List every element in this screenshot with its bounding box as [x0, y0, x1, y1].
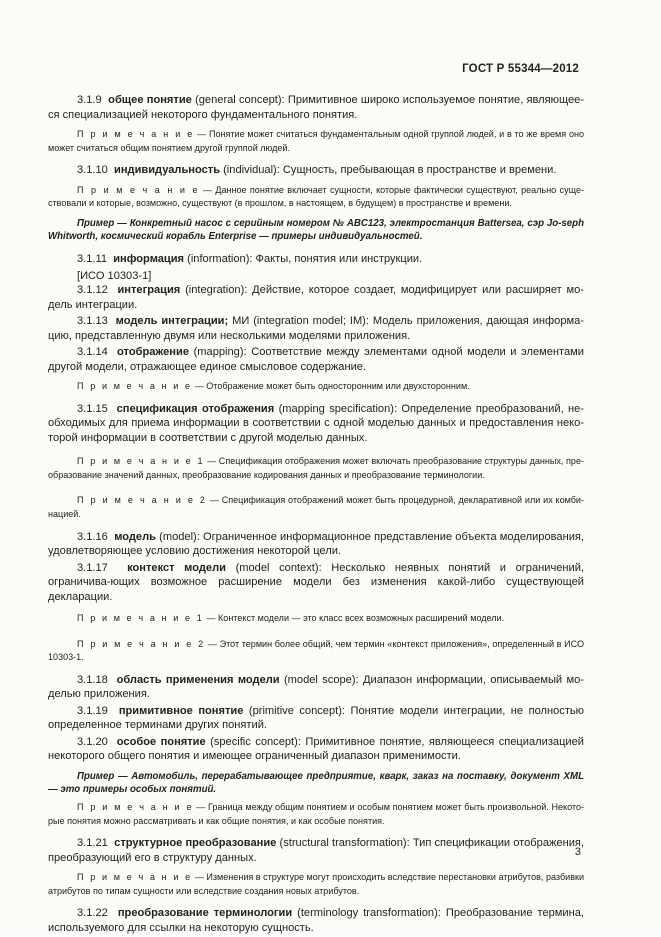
example: Пример — Автомобиль, перерабатывающее предприятие, кварк, заказ на поставку, документ XML — это примеры особых понятий.	[48, 770, 584, 796]
note: П р и м е ч а н и е — Изменения в структуре могут происходить вследствие перестановки атрибутов, разбивки атрибутов по типам сущности или вследствие создания новых атрибутов.	[48, 872, 585, 896]
note: П р и м е ч а н и е — Понятие может считаться фундаментальным одной группой людей, и в то же время оно может считаться общим понятием другой группой людей.	[48, 129, 584, 153]
entry-3-1-10: 3.1.10 индивидуальность (individual): Сущность, пребывающая в пространстве и времени.	[77, 164, 557, 177]
reference: [ИСО 10303-1]	[77, 269, 152, 282]
note: П р и м е ч а н и е 2 — Этот термин более общий, чем термин «контекст приложения», определенный в ИСО 10303-1.	[48, 638, 584, 663]
note: П р и м е ч а н и е — Граница между общим понятием и особым понятием может быть произвольной. Некото-рые понятия можно рассматривать и как общие понятия, и как особые понятия.	[48, 802, 585, 826]
term: индивидуальность	[114, 164, 221, 177]
entry-3-1-13: 3.1.13 модель интеграции; МИ (integration model; IM): Модель приложения, дающая информа-цию, представленную двумя или несколькими моделями приложения.	[48, 315, 584, 342]
term: особое понятие	[116, 735, 206, 748]
note: П р и м е ч а н и е — Отображение может быть односторонним или двухсторонним.	[77, 381, 470, 392]
term: общее понятие	[108, 94, 192, 106]
term: отображение	[117, 346, 189, 359]
term: модель интеграции;	[115, 315, 229, 328]
standard-header: ГОСТ Р 55344—2012	[462, 63, 579, 75]
document-body	[48, 93, 584, 937]
page-number: 3	[574, 846, 581, 858]
entry-3-1-12: 3.1.12 интеграция (integration): Действие, которое создает, модифицирует или расширяет мо-дель интеграции.	[48, 284, 584, 311]
term: структурное преобразование	[114, 837, 277, 850]
entry-3-1-18: 3.1.18 область применения модели (model scope): Диапазон информации, описываемый мо-делью приложения.	[48, 673, 584, 701]
term: информация	[113, 253, 185, 266]
term: примитивное понятие	[118, 704, 244, 717]
term: область применения модели	[116, 673, 280, 686]
entry-3-1-11: 3.1.11 информация (information): Факты, понятия или инструкции.	[77, 253, 423, 266]
term: преобразование терминологии	[117, 907, 293, 920]
term: спецификация отображения	[116, 402, 275, 415]
entry-3-1-22: 3.1.22 преобразование терминологии (terminology transformation): Преобразование термина, используемого для ссылки на некоторую сущность.	[48, 907, 584, 934]
term: интеграция	[117, 284, 181, 297]
term: модель	[114, 530, 156, 543]
entry-3-1-15: 3.1.15 спецификация отображения (mapping specification): Определение преобразований, не-обходимых для приема информации в соответствии с одной моделью данных и предоставления неко-торой информации в соответствии с другой моделью данных.	[48, 402, 584, 444]
note: П р и м е ч а н и е 2 — Спецификация отображений может быть процедурной, декларативной или их комби-нацией.	[48, 495, 584, 519]
example: Пример — Конкретный насос с серийным номером № ABC123, электростанция Battersea, сэр Jo-seph Whitworth, космический корабль Enterprise — примеры индивидуальностей.	[48, 217, 584, 243]
note: П р и м е ч а н и е 1 — Контекст модели — это класс всех возможных расширений модели.	[77, 613, 505, 624]
entry-3-1-14: 3.1.14 отображение (mapping): Соответствие между элементами одной модели и элементами другой модели, отражающее единое смысловое содержание.	[48, 346, 584, 373]
entry-3-1-19: 3.1.19 примитивное понятие (primitive concept): Понятие модели интеграции, не полностью определенное терминами других понятий.	[48, 704, 585, 732]
entry-3-1-21: 3.1.21 структурное преобразование (structural transformation): Тип спецификации отображения, преобразующий его в структуру данных.	[48, 837, 584, 864]
entry-3-1-20: 3.1.20 особое понятие (specific concept): Примитивное понятие, являющееся специализацией некоторого общего понятия и имеющее ограниченный диапазон применимости.	[48, 735, 584, 763]
term: контекст модели	[127, 561, 226, 574]
entry-3-1-9: 3.1.9 общее понятие (general concept): Примитивное широко используемое понятие, являющее-ся специализацией некоторого фундаментального понятия.	[48, 94, 584, 121]
note: П р и м е ч а н и е — Данное понятие включает сущности, которые фактически существуют, реально суще-ствовали и которые, возможно, существуют (в прошлом, в настоящем, в будущем) в пространстве и времени.	[48, 184, 584, 209]
entry-3-1-16: 3.1.16 модель (model): Ограниченное информационное представление объекта моделирования, удовлетворяющее условию достижения некоторой цели.	[48, 530, 584, 558]
note: П р и м е ч а н и е 1 — Спецификация отображения может включать преобразование структуры данных, пре-образование значений данных, преобразование кодирования данных и преобразование терминологии.	[48, 456, 584, 480]
entry-3-1-17: 3.1.17 контекст модели (model context): Несколько неявных понятий и ограничений, ограничива-ющих возможное расширение модели без изменения какой-либо существующей декларации.	[48, 561, 584, 603]
